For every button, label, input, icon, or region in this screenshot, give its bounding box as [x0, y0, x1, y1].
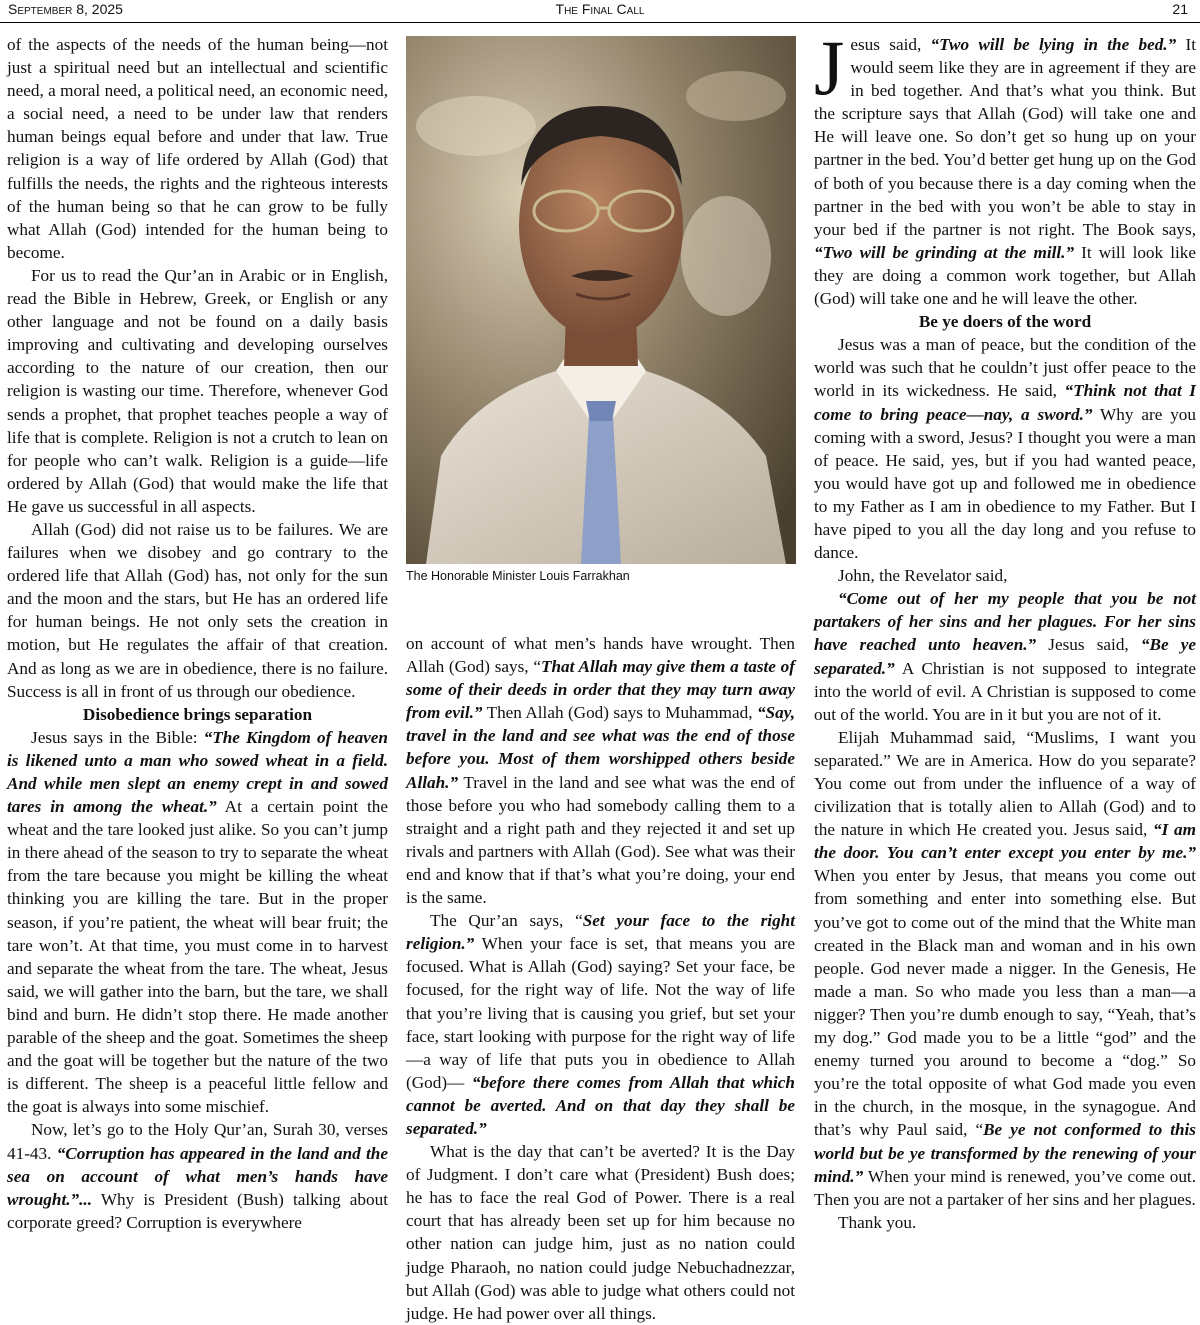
paragraph: What is the day that can’t be averted? It is the Day of Judgment. I don’t care what (President) Bush does; he has to face the real God of Power. There is a real court that has already been set up for him because no other nation can judge him, just as no nation could judge Pharaoh, no nation could judge Nebuchadnezzar, but Allah (God) was able to judge what others could not judge. He had power over all things.: [406, 1142, 795, 1323]
text: When your mind is renewed, you’ve come out. Then you are not a partaker of her sins and her plagues.: [814, 1166, 1196, 1209]
paragraph: Allah (God) did not raise us to be failures. We are failures when we disobey and go contrary to the ordered life that Allah (God) has, not only for the sun and the moon and the stars, but He has an ordered life for human beings. He not only sets the creation in motion, but He regulates the affair of that creation. And as long as we are in obedience, there is no failure. Success is all in front of us through our obedience.: [7, 519, 388, 701]
text: The Qur’an says, “: [430, 911, 583, 931]
text: When your face is set, that means you are focused. What is Allah (God) saying? Set your face, be focused, for the right way of life. Not the way of life that you’re living that is causing you grief, but set your face, start looking with purpose for the right way of life—a way of life that puts you in obedience to Allah (God)—: [406, 934, 795, 1092]
article-column-2: [406, 632, 795, 1325]
scripture-quote: That Allah may give them a taste of some of their deeds in order that they may turn away from evil.”: [406, 657, 795, 723]
page-number: 21: [1172, 1, 1188, 17]
text: A Christian is not supposed to integrate into the world of evil. A Christian is supposed to come out of the world. You are in it but you are not of it.: [814, 658, 1196, 724]
text: Elijah Muhammad said, “Muslims, I want you separated.” We are in America. How do you separate? You come out from under the influence of a way of civilization that is totally alien to Allah (God) and to the nature in which He created you. Jesus said,: [814, 727, 1196, 840]
paragraph: [814, 24, 1197, 310]
text: Jesus was a man of peace, but the condition of the world was such that he couldn’t just offer peace to the world in its wickedness. He said,: [814, 335, 1196, 401]
paragraph: Thank you.: [838, 1212, 917, 1232]
section-heading: Be ye doers of the word: [918, 312, 1092, 332]
article-column-1: [7, 33, 388, 1234]
paragraph: [406, 909, 795, 1140]
scripture-quote: “Be ye separated.”: [814, 635, 1196, 678]
scripture-quote: “I am the door. You can’t enter except you enter by me.”: [814, 820, 1197, 863]
issue-date: September 8, 2025: [8, 1, 123, 17]
paragraph: [7, 726, 388, 1119]
scripture-quote: “Two will be lying in the bed.”: [930, 35, 1177, 54]
text: At a certain point the wheat and the tare looked just alike. So you can’t jump in there ahead of the season to try to separate the wheat from the tare because you might be killing the wheat thinking you are killing the tare. But in the proper season, if you’re patient, the wheat will bear fruit; the tare won’t. At that time, you must come in to harvest and separate the wheat from the tare. The wheat, Jesus said, we will gather into the barn, but the tare, we shall bind and burn. He didn’t stop there. He made another parable of the sheep and the goat. Sometimes the sheep and the goat will be together but the nature of the two is different. The sheep is a peaceful little fellow and the goat is always into some mischief.: [7, 797, 389, 1117]
text: esus said,: [850, 35, 931, 54]
paragraph: [7, 1118, 388, 1233]
paragraph: John, the Revelator said,: [838, 566, 1008, 586]
scripture-quote: Set your face to the right religion.”: [406, 911, 795, 954]
text: Jesus said,: [1036, 635, 1141, 655]
text: on account of what men’s hands have wrought. Then Allah (God) says, “: [406, 634, 795, 677]
text: Now, let’s go to the Holy Qur’an, Surah 30, verses 41-43.: [7, 1120, 388, 1163]
paragraph: [814, 726, 1196, 1211]
text: Why is President (Bush) talking about corporate greed? Corruption is everywhere: [7, 1189, 388, 1232]
article-column-3: [814, 24, 1197, 1234]
text: Why are you coming with a sword, Jesus? I thought you were a man of peace. He said, yes, but if you had wanted peace, you would have got up and followed me in obedience to my Father as I am in obedience to my Father. But I have piped to you all the day long and you refuse to dance.: [814, 404, 1196, 563]
page-header: [0, 0, 1200, 23]
scripture-quote: “Corruption has appeared in the land and the sea on account of what men’s hands have wrought.”...: [7, 1143, 388, 1209]
scripture-quote: “Think not that I come to bring peace—nay, a sword.”: [814, 381, 1196, 424]
text: Then Allah (God) says to Muhammad,: [482, 703, 757, 723]
drop-cap: J: [814, 24, 845, 111]
portrait-photo: [406, 36, 796, 564]
text: When you enter by Jesus, that means you come out from something and enter into something else. But you’ve got to come out of the mind that the White man created in the Black man and woman and in his own people. God never made a nigger. In the Genesis, He made a man. So who made you less than a man—a nigger? Then you’re dumb enough to say, “Yeah, that’s my dog.” God made you to be a little “god” and the enemy turned you around to become a “dog.” So you’re the total opposite of what God made you even in the church, in the mosque, in the synagogue. And that’s why Paul said, “: [814, 866, 1196, 1140]
scripture-quote: “Come out of her my people that you be not partakers of her sins and her plagues. For her sins have reached unto heaven.”: [814, 589, 1196, 655]
paragraph: [814, 333, 1196, 564]
text: Travel in the land and see what was the end of those before you who had somebody calling them to a straight and a right path and they rejected it and set up rivals and partners with Allah (God). See what was their end and know that if that’s what you’re doing, your end is the same.: [406, 772, 795, 908]
scripture-quote: “The Kingdom of heaven is likened unto a man who sowed wheat in a field. And while men slept an enemy crept in and sowed tares in among the wheat.”: [7, 727, 388, 817]
text: It will look like they are doing a common work together, but Allah (God) will take one and he will leave the other.: [814, 242, 1196, 309]
newspaper-name: The Final Call: [555, 1, 645, 17]
text: It would seem like they are in agreement if they are in bed together. And that’s what you think. But the scripture says that Allah (God) will take one and He will leave one. So don’t get so hung up on your partner in the bed. You’d better get hung up on the God of both of you because there is a day coming when the partner in the bed with you won’t be able to stay in your bed if the partner is not right. The Book says,: [814, 35, 1197, 239]
section-heading: Disobedience brings separation: [82, 704, 313, 724]
paragraph: [814, 587, 1196, 726]
scripture-quote: “Say, travel in the land and see what was the end of those before you. Most of them worshipped others beside Allah.”: [406, 703, 795, 792]
scripture-quote: Be ye not conformed to this world but be ye transformed by the renewing of your mind.”: [814, 1120, 1196, 1186]
photo-caption: The Honorable Minister Louis Farrakhan: [406, 569, 630, 583]
text: Jesus says in the Bible:: [31, 727, 204, 747]
paragraph: of the aspects of the needs of the human being—not just a spiritual need but an intellectual and scientific need, a moral need, a political need, an economic need, a social need, a need to be under law that renders human beings equal before and under that law. True religion is a way of life ordered by Allah (God) that fulfills the needs, the rights and the righteous interests of the human being so that he can grow to be fully what Allah (God) intended for the human being to become.: [7, 35, 388, 262]
scripture-quote: “Two will be grinding at the mill.”: [814, 242, 1075, 262]
paragraph: [406, 632, 795, 909]
portrait-illustration: [406, 36, 796, 564]
paragraph: For us to read the Qur’an in Arabic or in English, read the Bible in Hebrew, Greek, or English or any other language and not be found on a daily basis improving and cultivating and developing ourselves according to the nature of our creation, then our religion is wasting our time. Therefore, whenever God sends a prophet, that prophet teaches people a way of life that is complete. Religion is not a crutch to lean on for people who can’t walk. Religion is a guide—life ordered by Allah (God) that would make the life that He gave us successful in all aspects.: [7, 265, 388, 516]
scripture-quote: “before there comes from Allah that which cannot be averted. And on that day they shall be separated.”: [406, 1072, 795, 1138]
